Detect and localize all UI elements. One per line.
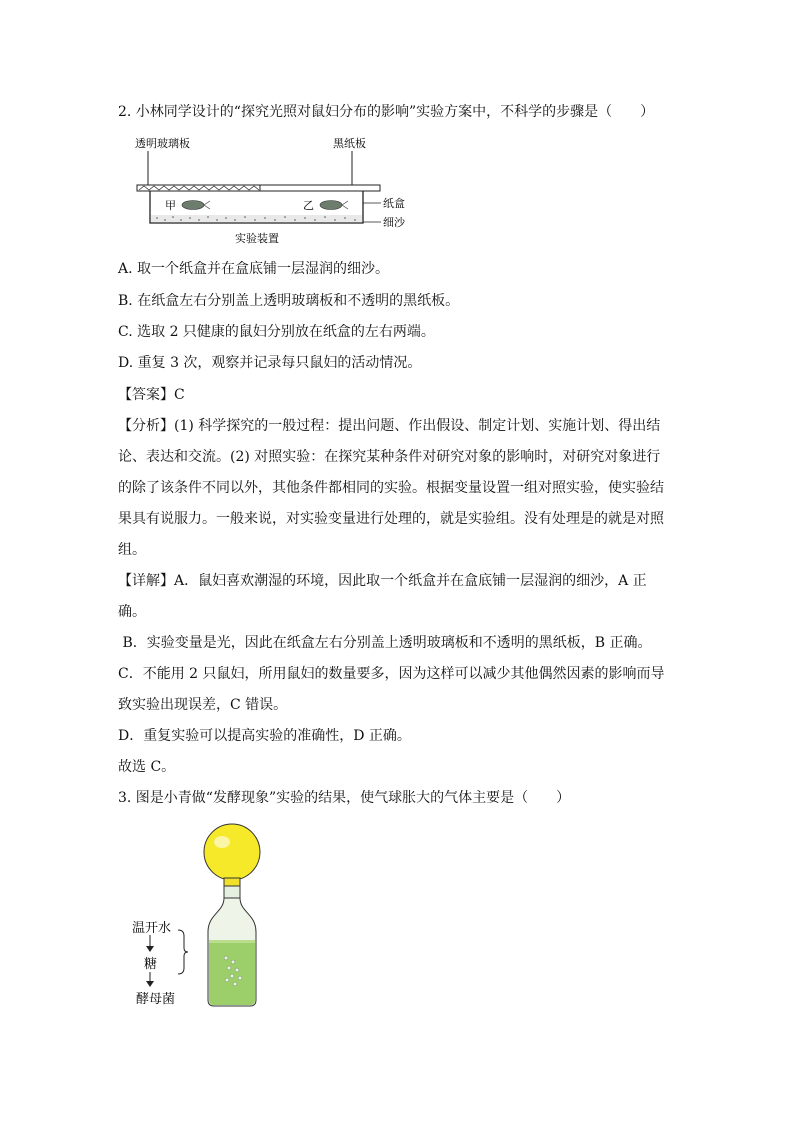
liquid (209, 942, 255, 1005)
label-sugar: 糖 (144, 957, 158, 972)
woodlouse-left-icon (182, 201, 210, 210)
label-yeast: 酵母菌 (136, 992, 176, 1007)
balloon-icon (204, 824, 260, 880)
detail-line: D．重复实验可以提高实验的准确性，D 正确。 (118, 728, 411, 744)
experiment-apparatus-figure (135, 135, 415, 250)
option-b: B. 在纸盒左右分别盖上透明玻璃板和不透明的黑纸板。 (118, 293, 460, 309)
label-black-board: 黑纸板 (333, 137, 366, 150)
question-2-stem: 2. 小林同学设计的“探究光照对鼠妇分布的影响”实验方案中，不科学的步骤是（ ） (118, 104, 655, 120)
label-jia: 甲 (165, 199, 176, 212)
figure-caption: 实验装置 (235, 232, 279, 245)
detail-line: 致实验出现误差，C 错误。 (118, 697, 288, 713)
option-c: C. 选取 2 只健康的鼠妇分别放在纸盒的左右两端。 (118, 324, 435, 340)
analysis-line: 果具有说服力。一般来说，对实验变量进行处理的，就是实验组。没有处理是的就是对照 (118, 511, 664, 527)
answer-line: 【答案】C (118, 387, 185, 403)
detail-line: B．实验变量是光，因此在纸盒左右分别盖上透明玻璃板和不透明的黑纸板，B 正确。 (118, 635, 652, 651)
analysis-line: 论、表达和交流。(2) 对照实验：在探究某种条件对研究对象的影响时，对研究对象进行 (118, 449, 661, 465)
fermentation-figure (120, 822, 280, 1012)
detail-line: 【详解】A．鼠妇喜欢潮湿的环境，因此取一个纸盒并在盒底铺一层湿润的细沙，A 正 (118, 573, 647, 589)
woodlouse-right-icon (320, 201, 348, 210)
label-warm-water: 温开水 (132, 921, 172, 936)
sand-layer (151, 215, 362, 222)
detail-line: C．不能用 2 只鼠妇，所用鼠妇的数量要多，因为这样可以减少其他偶然因素的影响而导 (118, 666, 665, 682)
analysis-line: 【分析】(1) 科学探究的一般过程：提出问题、作出假设、制定计划、实施计划、得出结 (118, 418, 661, 434)
question-3-stem: 3. 图是小青做“发酵现象”实验的结果，使气球胀大的气体主要是（ ） (118, 790, 571, 806)
brace (178, 930, 188, 974)
black-board (260, 185, 380, 191)
analysis-line: 组。 (118, 542, 146, 558)
analysis-line: 的除了该条件不同以外，其他条件都相同的实验。根据变量设置一组对照实验，使实验结 (118, 480, 664, 496)
option-d: D. 重复 3 次，观察并记录每只鼠妇的活动情况。 (118, 355, 422, 371)
option-a: A. 取一个纸盒并在盒底铺一层湿润的细沙。 (118, 261, 390, 277)
detail-line: 故选 C。 (118, 759, 176, 775)
label-transparent-glass: 透明玻璃板 (135, 137, 190, 150)
label-yi: 乙 (303, 199, 314, 212)
label-fine-sand: 细沙 (383, 216, 405, 229)
detail-line: 确。 (118, 604, 146, 620)
label-paper-box: 纸盒 (383, 197, 405, 210)
